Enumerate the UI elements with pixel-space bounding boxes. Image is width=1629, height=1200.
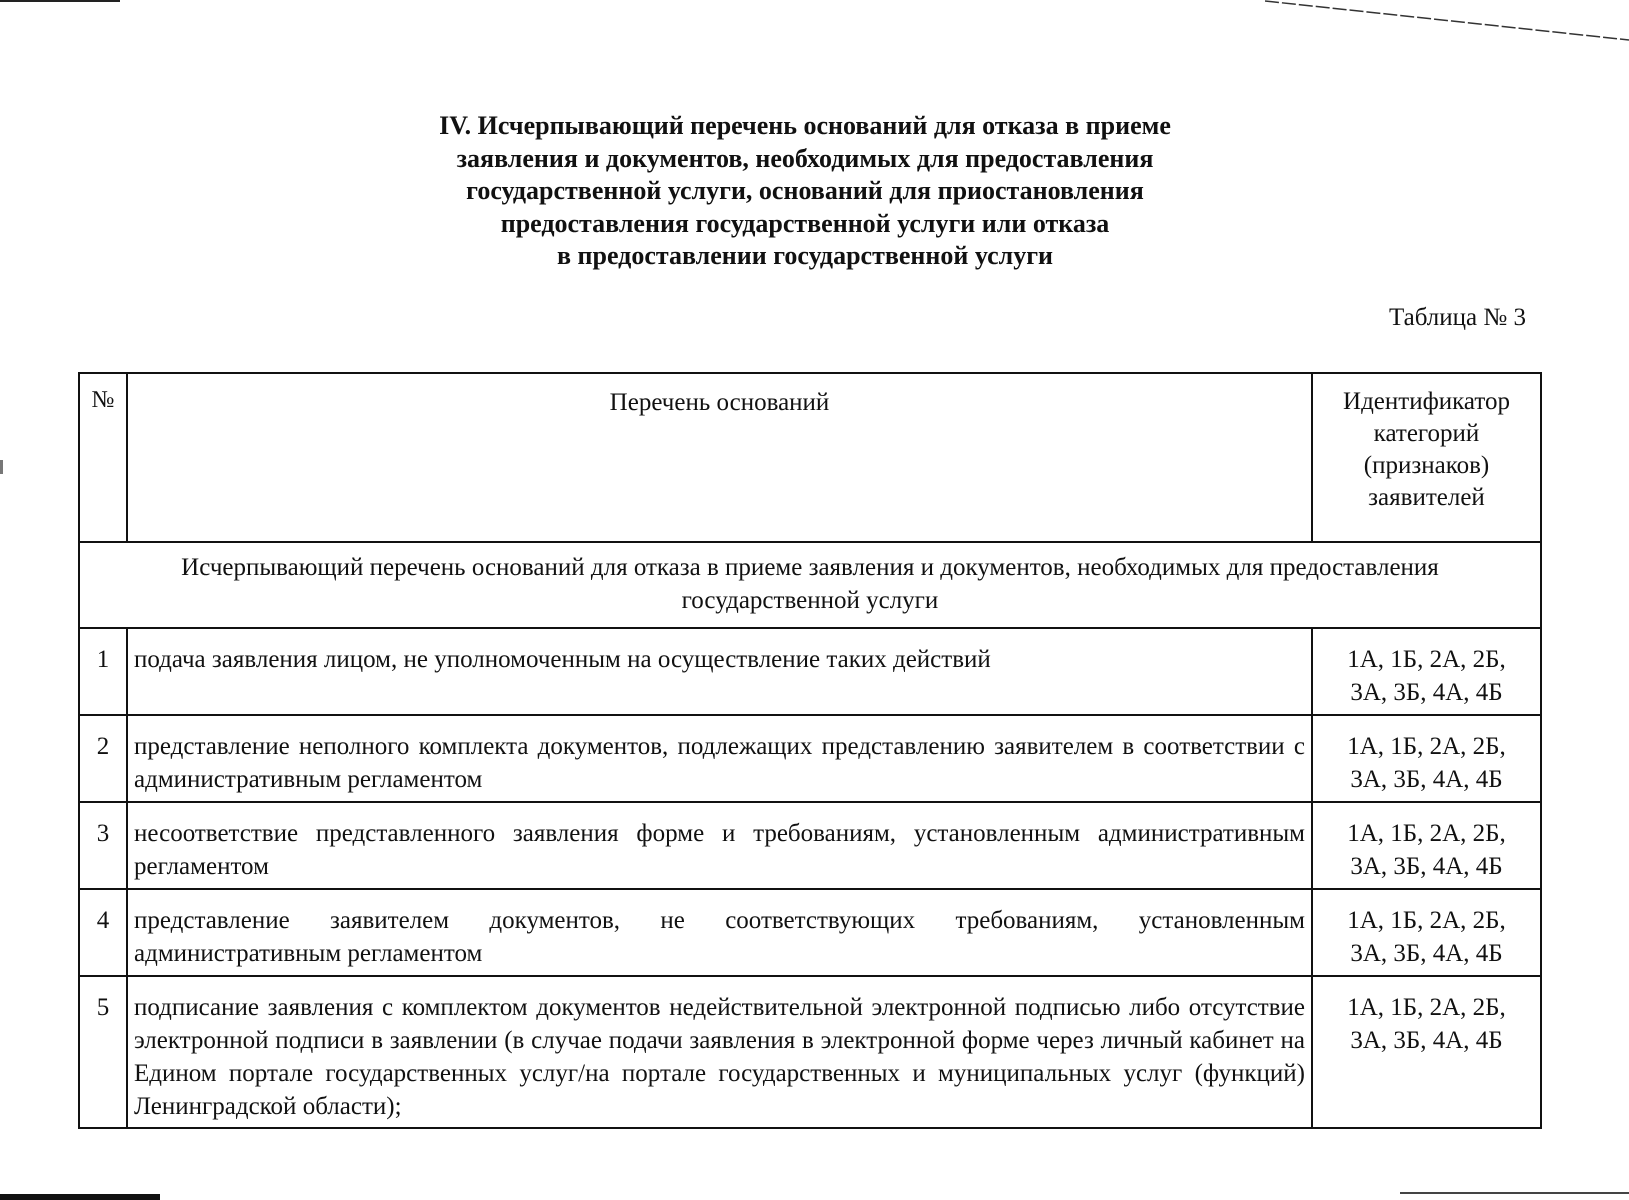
header-id-line: заявителей xyxy=(1368,484,1485,511)
row-number: 5 xyxy=(79,976,127,1128)
header-applicant-categories xyxy=(1312,373,1541,542)
row-ground-text: представление неполного комплекта документов, подлежащих представлению заявителем в соответствии с административным регламентом xyxy=(127,715,1312,802)
row-ground-text: подписание заявления с комплектом документов недействительной электронной подписью либо отсутствие электронной подписи в заявлении (в случае подачи заявления в электронной форме через личный кабинет на Едином портале государственных услуг/на портале государственных и муниципальных услуг (функций) Ленинградской области); xyxy=(127,976,1312,1128)
table-row xyxy=(79,715,1541,802)
section-heading xyxy=(300,110,1310,273)
category-ids-line: 1А, 1Б, 2А, 2Б, xyxy=(1347,733,1506,760)
heading-line: предоставления государственной услуги или отказа xyxy=(500,208,1110,238)
row-number: 3 xyxy=(79,802,127,889)
row-category-ids xyxy=(1312,889,1541,976)
row-ground-text: представление заявителем документов, не соответствующих требованиям, установленным административным регламентом xyxy=(127,889,1312,976)
table-row xyxy=(79,976,1541,1128)
scan-edge-top-left xyxy=(0,0,120,2)
header-id-line: категорий xyxy=(1373,420,1480,447)
category-ids-line: 3А, 3Б, 4А, 4Б xyxy=(1350,766,1503,793)
scan-edge-bottom-left xyxy=(0,1194,160,1200)
row-number: 1 xyxy=(79,628,127,715)
heading-line: IV. Исчерпывающий перечень оснований для отказа в приеме xyxy=(439,111,1171,140)
row-category-ids xyxy=(1312,715,1541,802)
section-title: Исчерпывающий перечень оснований для отказа в приеме заявления и документов, необходимых для предоставления государственной услуги xyxy=(79,542,1541,628)
header-number: № xyxy=(79,373,127,542)
table-row xyxy=(79,628,1541,715)
category-ids-line: 1А, 1Б, 2А, 2Б, xyxy=(1347,646,1506,673)
header-id-line: (признаков) xyxy=(1363,452,1490,479)
row-number: 2 xyxy=(79,715,127,802)
scan-edge-line xyxy=(1265,0,1629,42)
heading-line: государственной услуги, оснований для приостановления xyxy=(466,176,1144,205)
row-category-ids xyxy=(1312,628,1541,715)
scan-edge-mark xyxy=(0,460,3,474)
category-ids-line: 3А, 3Б, 4А, 4Б xyxy=(1350,679,1503,706)
category-ids-line: 1А, 1Б, 2А, 2Б, xyxy=(1347,994,1506,1021)
grounds-table xyxy=(78,372,1542,1129)
header-grounds: Перечень оснований xyxy=(127,373,1312,542)
table-row xyxy=(79,889,1541,976)
row-number: 4 xyxy=(79,889,127,976)
category-ids-line: 3А, 3Б, 4А, 4Б xyxy=(1350,1027,1503,1054)
row-ground-text: подача заявления лицом, не уполномоченным на осуществление таких действий xyxy=(127,628,1312,715)
heading-line: в предоставлении государственной услуги xyxy=(556,241,1053,270)
category-ids-line: 1А, 1Б, 2А, 2Б, xyxy=(1347,820,1506,847)
section-row xyxy=(79,542,1541,628)
row-category-ids xyxy=(1312,802,1541,889)
heading-line: заявления и документов, необходимых для предоставления xyxy=(456,143,1154,173)
table-header-row xyxy=(79,373,1541,542)
row-category-ids xyxy=(1312,976,1541,1128)
category-ids-line: 3А, 3Б, 4А, 4Б xyxy=(1350,853,1503,880)
category-ids-line: 3А, 3Б, 4А, 4Б xyxy=(1350,940,1503,967)
category-ids-line: 1А, 1Б, 2А, 2Б, xyxy=(1347,907,1506,934)
header-id-line: Идентификатор xyxy=(1343,388,1510,415)
table-caption: Таблица № 3 xyxy=(1388,304,1526,331)
row-ground-text: несоответствие представленного заявления форме и требованиям, установленным административным регламентом xyxy=(127,802,1312,889)
table-row xyxy=(79,802,1541,889)
scan-edge-bottom-right xyxy=(1400,1192,1629,1194)
